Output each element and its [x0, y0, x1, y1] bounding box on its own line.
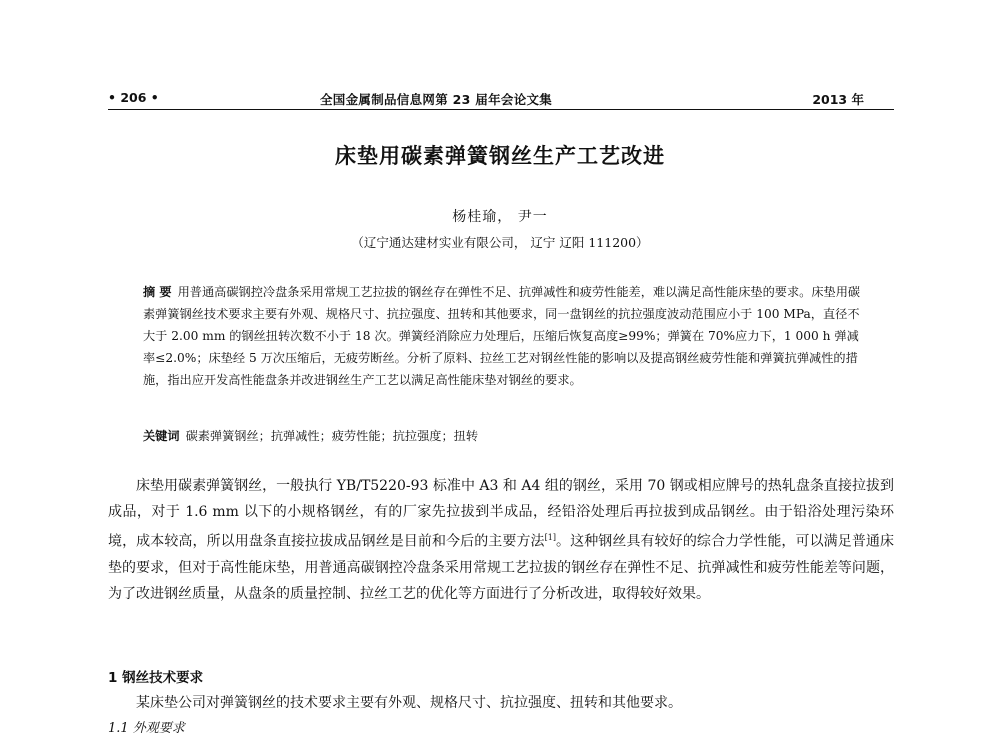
authors: 杨桂瑜， 尹一 [452, 209, 548, 225]
abstract-text: 用普通高碳钢控冷盘条采用常规工艺拉拔的钢丝存在弹性不足、抗弹减性和疲劳性能差，难以满足高性能床垫的要求。床垫用碳素弹簧钢丝技术要求主要有外观、规格尺寸、抗拉强度、扭转和其他要求，同一盘钢丝的抗拉强度波动范围应小于 100 MPa，直径不大于 2.00 mm 的钢丝扭转次数不小于 18 次。弹簧经消除应力处理后，压缩后恢复高度≥99%；弹簧在 70%应力下，1 000 h 弹减率≤2.0%；床垫经 5 万次压缩后，无疲劳断丝。分析了原料、拉丝工艺对钢丝性能的影响以及提高钢丝疲劳性能和弹簧抗弹减性的措施，指出应开发高性能盘条并改进钢丝生产工艺以满足高性能床垫对钢丝的要求。 [143, 285, 861, 387]
intro-text-a: 床垫用碳素弹簧钢丝，一般执行 YB/T5220-93 标准中 A3 和 A4 组的钢丝，采用 70 钢或相应牌号的热轧盘条直接拉拔到成品，对于 1.6 mm 以下的小规格钢丝，有的厂家先拉拔到半成品，经铅浴处理后再拉拔到成品钢丝。由于铅浴处理污染环境，成本较高，所以用盘条直接拉拔成品钢丝是目前和今后的主要方法 [108, 478, 894, 550]
intro-paragraph [108, 473, 894, 607]
running-header [108, 88, 894, 108]
header-rule [108, 109, 894, 110]
intro-text-b: 。这种钢丝具有较好的综合力学性能，可以满足普通床垫的要求，但对于高性能床垫，用普通高碳钢控冷盘条采用常规工艺拉拔的钢丝存在弹性不足、抗弹减性和疲劳性能差等问题，为了改进钢丝质量，从盘条的质量控制、拉丝工艺的优化等方面进行了分析改进，取得较好效果。 [108, 533, 894, 602]
section-heading: 1 钢丝技术要求 [108, 670, 204, 686]
affiliation: （辽宁通达建材实业有限公司， 辽宁 辽阳 111200） [351, 235, 649, 250]
section-paragraph: 某床垫公司对弹簧钢丝的技术要求主要有外观、规格尺寸、抗拉强度、扭转和其他要求。 [136, 695, 682, 711]
abstract [143, 281, 863, 391]
page-number: • 206 • [108, 90, 159, 105]
keywords [143, 427, 863, 444]
header-year: 2013 年 [812, 92, 864, 107]
citation-ref: [1] [544, 533, 556, 542]
keywords-label: 关键词 [143, 429, 180, 443]
paper-title: 床垫用碳素弹簧钢丝生产工艺改进 [335, 144, 665, 168]
keywords-text: 碳素弹簧钢丝；抗弹减性；疲劳性能；抗拉强度；扭转 [185, 429, 479, 443]
abstract-label: 摘 要 [143, 285, 172, 299]
proceedings-title: 全国金属制品信息网第 23 届年会论文集 [320, 92, 553, 107]
subsection-heading: 1.1 外观要求 [108, 721, 185, 736]
